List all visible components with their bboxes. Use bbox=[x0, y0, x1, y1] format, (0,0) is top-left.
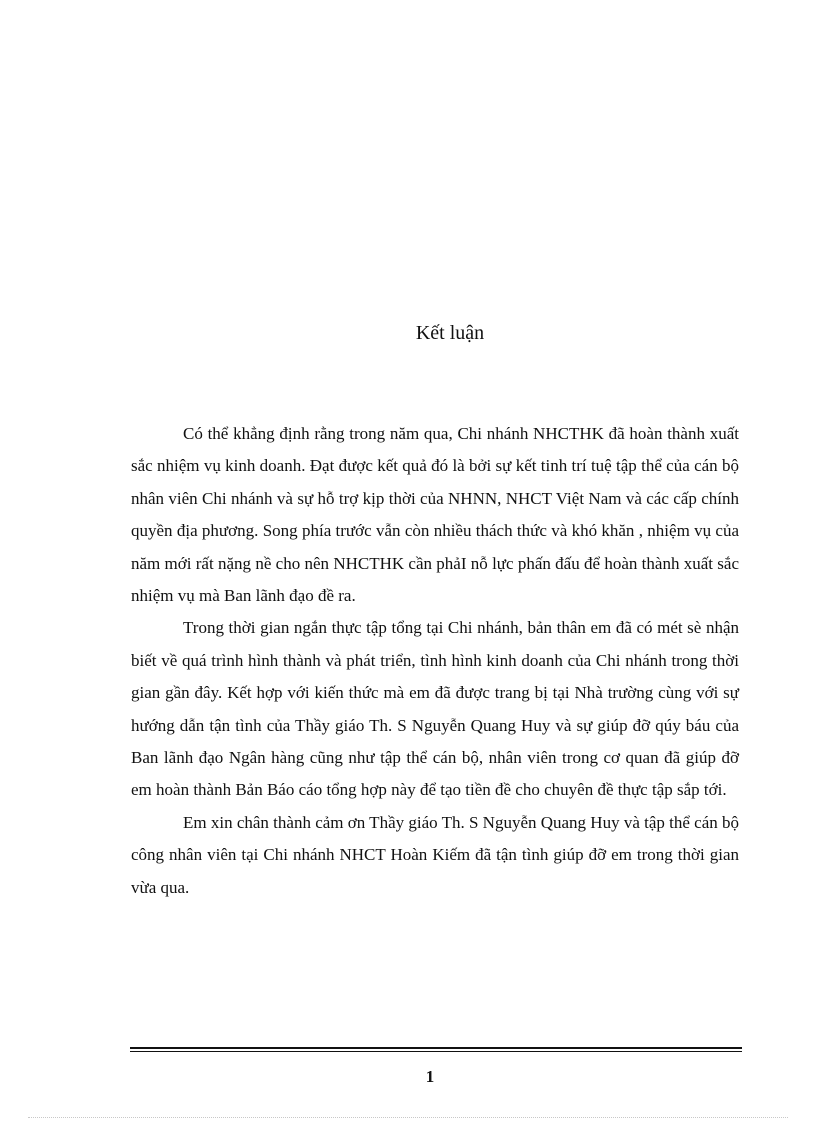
body-text bbox=[131, 418, 739, 904]
page-number: 1 bbox=[425, 1067, 435, 1086]
paragraph-3: Em xin chân thành cảm ơn Thầy giáo Th. S Nguyễn Quang Huy và tập thể cán bộ công nhân viên tại Chi nhánh NHCT Hoàn Kiếm đã tận tình giúp đỡ em trong thời gian vừa qua. bbox=[131, 812, 740, 897]
paragraph-1: Có thể khẳng định rằng trong năm qua, Chi nhánh NHCTHK đã hoàn thành xuất sắc nhiệm vụ kinh doanh. Đạt được kết quả đó là bởi sự kết tinh trí tuệ tập thể của cán bộ nhân viên Chi nhánh và sự hỗ trợ kịp thời của NHNN, NHCT Việt Nam và các cấp chính quyền địa phương. Song phía trước vẫn còn nhiều thách thức và khó khăn , nhiệm vụ của năm mới rất nặng nề cho nên NHCTHK cần phảI nỗ lực phấn đấu để hoàn thành xuất sắc nhiệm vụ mà Ban lãnh đạo đề ra. bbox=[131, 424, 739, 606]
footer-rule-thick bbox=[130, 1047, 742, 1049]
paragraph-2: Trong thời gian ngắn thực tập tổng tại Chi nhánh, bản thân em đã có mét sè nhận biết về quá trình hình thành và phát triển, tình hình kinh doanh của Chi nhánh trong thời gian gần đây. Kết hợp với kiến thức mà em đã được trang bị tại Nhà trường cùng với sự hướng dẫn tận tình của Thầy giáo Th. S Nguyễn Quang Huy và sự giúp đỡ qúy báu của Ban lãnh đạo Ngân hàng cũng như tập thể cán bộ, nhân viên trong cơ quan đã giúp đỡ em hoàn thành Bản Báo cáo tổng hợp này để tạo tiền đề cho chuyên đề thực tập sắp tới. bbox=[131, 618, 739, 800]
page-bottom-dotted-line bbox=[28, 1117, 788, 1118]
footer-rule-thin bbox=[130, 1051, 742, 1052]
page-title: Kết luận bbox=[415, 322, 485, 344]
